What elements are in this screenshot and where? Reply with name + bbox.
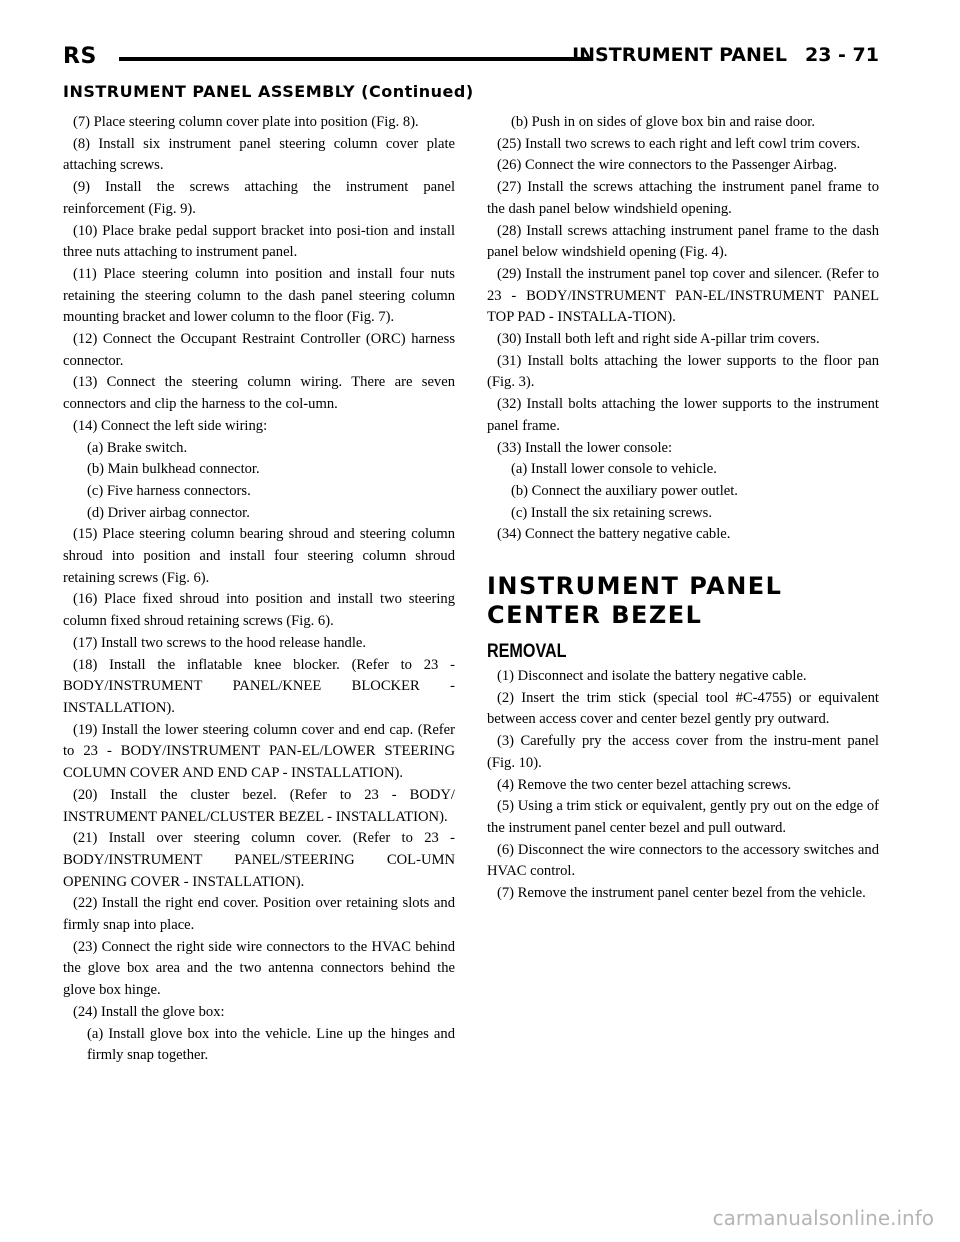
procedure-step: (13) Connect the steering column wiring. There are seven connectors and clip the harness to the col-umn. [63, 374, 455, 413]
procedure-step: (4) Remove the two center bezel attaching screws. [497, 776, 792, 793]
procedure-step: (29) Install the instrument panel top cover and silencer. (Refer to 23 - BODY/INSTRUMENT PAN-EL/INSTRUMENT PANEL TOP PAD - INSTALLA-TION). [487, 265, 879, 326]
procedure-step: (3) Carefully pry the access cover from the instru-ment panel (Fig. 10). [487, 733, 879, 771]
procedure-step: (12) Connect the Occupant Restraint Controller (ORC) harness connector. [63, 331, 455, 369]
procedure-step: (7) Place steering column cover plate into position (Fig. 8). [73, 114, 419, 130]
section-title: INSTRUMENT PANEL [572, 44, 787, 66]
page-number: 23 - 71 [805, 44, 879, 66]
section-code: RS [63, 44, 97, 69]
procedure-step: (26) Connect the wire connectors to the Passenger Airbag. [497, 157, 838, 174]
procedure-step: (17) Install two screws to the hood release handle. [73, 634, 367, 651]
procedure-step: (d) Driver airbag connector. [87, 504, 250, 521]
procedure-step: (a) Install lower console to vehicle. [511, 461, 717, 478]
procedure-step: (c) Install the six retaining screws. [511, 504, 713, 521]
page-header [63, 44, 879, 78]
procedure-step: (31) Install bolts attaching the lower supports to the floor pan (Fig. 3). [487, 352, 879, 391]
procedure-step: (8) Install six instrument panel steering column cover plate attaching screws. [63, 135, 455, 174]
procedure-step: (22) Install the right end cover. Position over retaining slots and firmly snap into place. [63, 895, 455, 934]
section-heading: INSTRUMENT PANEL CENTER BEZEL [487, 572, 783, 630]
procedure-step: (20) Install the cluster bezel. (Refer to 23 - BODY/ INSTRUMENT PANEL/CLUSTER BEZEL - INSTALLATION). [63, 786, 455, 825]
procedure-step: (b) Connect the auxiliary power outlet. [511, 482, 738, 499]
procedure-step: (11) Place steering column into position and install four nuts retaining the steering column to the dash panel steering column mounting bracket and lower column to the floor (Fig. 7). [63, 265, 455, 326]
procedure-step: (1) Disconnect and isolate the battery negative cable. [497, 668, 807, 685]
procedure-step: (2) Insert the trim stick (special tool #C-4755) or equivalent between access cover and center bezel gently pry outward. [487, 689, 879, 728]
procedure-step: (27) Install the screws attaching the instrument panel frame to the dash panel below windshield opening. [487, 179, 879, 217]
procedure-step: (30) Install both left and right side A-pillar trim covers. [497, 331, 820, 348]
procedure-step: (15) Place steering column bearing shroud and steering column shroud into position and install four steering column shroud retaining screws (Fig. 6). [63, 526, 455, 586]
procedure-step: (23) Connect the right side wire connectors to the HVAC behind the glove box area and the two antenna connectors behind the glove box hinge. [63, 938, 455, 999]
subsection-heading: REMOVAL [487, 641, 567, 663]
procedure-step: (b) Push in on sides of glove box bin and raise door. [511, 114, 816, 130]
procedure-step: (6) Disconnect the wire connectors to the accessory switches and HVAC control. [487, 841, 879, 880]
header-rule [119, 57, 589, 61]
procedure-step: (9) Install the screws attaching the instrument panel reinforcement (Fig. 9). [63, 179, 455, 217]
procedure-step: (19) Install the lower steering column cover and end cap. (Refer to 23 - BODY/INSTRUMENT PAN-EL/LOWER STEERING COLUMN COVER AND END CAP - INSTALLATION). [63, 721, 455, 782]
right-column [487, 112, 879, 905]
procedure-step: (7) Remove the instrument panel center bezel from the vehicle. [497, 885, 866, 902]
procedure-step: (c) Five harness connectors. [87, 482, 251, 499]
procedure-step: (25) Install two screws to each right and left cowl trim covers. [497, 135, 861, 152]
continued-section-title: INSTRUMENT PANEL ASSEMBLY (Continued) [63, 82, 474, 101]
procedure-step: (16) Place fixed shroud into position and install two steering column fixed shroud retaining screws (Fig. 6). [63, 591, 455, 630]
procedure-step: (21) Install over steering column cover. (Refer to 23 - BODY/INSTRUMENT PANEL/STEERING COL-UMN OPENING COVER - INSTALLATION). [63, 830, 455, 890]
procedure-step: (a) Install glove box into the vehicle. Line up the hinges and firmly snap together. [87, 1025, 455, 1064]
left-column [63, 112, 455, 1067]
procedure-step: (33) Install the lower console: [497, 439, 673, 456]
procedure-step: (14) Connect the left side wiring: [73, 417, 268, 434]
procedure-step: (34) Connect the battery negative cable. [497, 526, 731, 543]
procedure-step: (32) Install bolts attaching the lower supports to the instrument panel frame. [487, 396, 879, 434]
header-right [554, 44, 879, 66]
procedure-step: (b) Main bulkhead connector. [87, 461, 260, 478]
procedure-step: (28) Install screws attaching instrument panel frame to the dash panel below windshield opening (Fig. 4). [487, 222, 879, 261]
procedure-step: (24) Install the glove box: [73, 1003, 225, 1020]
procedure-step: (18) Install the inflatable knee blocker. (Refer to 23 - BODY/INSTRUMENT PANEL/KNEE BLOCKER - INSTALLATION). [63, 656, 455, 716]
procedure-step: (5) Using a trim stick or equivalent, gently pry out on the edge of the instrument panel center bezel and pull outward. [487, 798, 879, 836]
procedure-step: (10) Place brake pedal support bracket into posi-tion and install three nuts attaching to instrument panel. [63, 222, 455, 261]
watermark: carmanualsonline.info [712, 1206, 934, 1230]
procedure-step: (a) Brake switch. [87, 439, 188, 456]
